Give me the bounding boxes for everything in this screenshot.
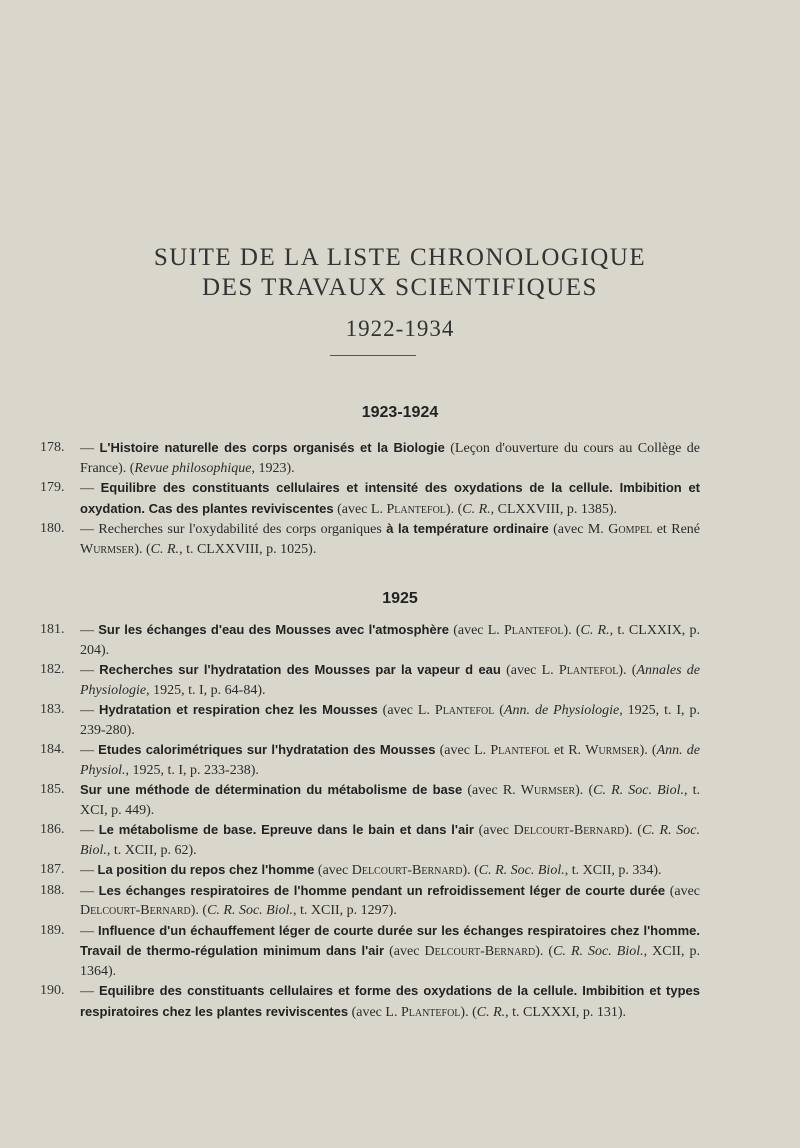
entry-journal: C. R. — [476, 1004, 506, 1020]
entry-journal: Ann. de Physiologie — [503, 703, 620, 718]
entry-fragment: ). ( — [134, 541, 151, 557]
entry-fragment: — — [80, 863, 98, 878]
entry-text — [80, 519, 700, 559]
entry-author: Plantefol — [558, 663, 619, 678]
entry-fragment: , t. CLXXIX, p. 204). — [80, 623, 701, 658]
entry-text — [80, 921, 700, 982]
entry-title: Equilibre des constituants cellulaires et forme des oxydations de la cellule. Imbibition et types respiratoires chez les plantes reviviscentes — [80, 983, 701, 1019]
entry-text — [80, 660, 700, 700]
page-header — [0, 243, 800, 343]
entry-journal: C. R. Soc. Biol. — [207, 903, 293, 918]
entry-journal: Ann. de Physiol. — [80, 743, 701, 778]
entry-title: Etudes calorimétriques sur l'hydratation des Mousses — [98, 742, 436, 757]
entry-author: Plantefol — [386, 501, 446, 517]
entries-1923-1924 — [40, 438, 700, 559]
entry-fragment: — Recherches sur l'oxydabilité des corps organiques — [80, 522, 387, 537]
bibliography-entry — [40, 881, 700, 921]
entry-text — [80, 740, 700, 780]
entry-fragment: (avec L. — [333, 501, 387, 517]
entry-fragment: , 1925, t. I, p. 64-84). — [146, 682, 266, 698]
bibliography-entry — [40, 519, 700, 559]
entry-journal: Revue philosophique — [134, 460, 252, 476]
entry-title: La position du repos chez l'homme — [97, 862, 315, 877]
bibliography-entry — [40, 740, 700, 780]
entry-title: Recherches sur l'hydratation des Mousses par la vapeur d eau — [99, 662, 501, 677]
entry-fragment: (avec — [665, 883, 701, 899]
entry-fragment: , XCII, p. 1364). — [80, 944, 700, 979]
entry-title: à la température ordinaire — [386, 521, 549, 536]
entry-number: 190. — [40, 983, 65, 998]
entry-fragment: , t. XCII, p. 62). — [106, 842, 197, 858]
entry-fragment: ). ( — [535, 944, 554, 959]
entry-author: Gompel — [608, 522, 653, 537]
entry-fragment: — — [80, 923, 99, 939]
entry-author: Delcourt-Bernard — [513, 823, 625, 838]
entry-text — [80, 620, 700, 660]
entry-number: 180. — [40, 521, 65, 536]
entry-title: L'Histoire naturelle des corps organisés et la Biologie — [99, 440, 445, 455]
entry-number: 188. — [40, 882, 65, 898]
entry-text — [80, 881, 700, 921]
bibliography-entry — [40, 780, 700, 820]
entry-fragment: et René — [652, 522, 700, 537]
bibliography-entry — [40, 981, 700, 1022]
bibliography-entry — [40, 620, 700, 660]
entry-fragment: (avec M. — [548, 522, 609, 537]
entry-number: 178. — [40, 440, 65, 455]
entry-number: 186. — [40, 822, 65, 837]
entry-fragment: ). ( — [445, 501, 463, 517]
bibliography-entry — [40, 700, 700, 740]
entry-number: 184. — [40, 742, 65, 757]
entry-fragment: — — [80, 984, 99, 999]
entry-fragment: ). ( — [575, 783, 594, 798]
entry-author: Plantefol — [490, 743, 550, 758]
entry-fragment: (avec L. — [348, 1004, 401, 1020]
entry-journal: C. R. — [150, 541, 180, 557]
header-title-line2: DES TRAVAUX SCIENTIFIQUES — [202, 274, 598, 301]
entry-journal: C. R. Soc. Biol. — [478, 863, 565, 878]
entry-fragment: — — [80, 623, 99, 638]
entry-number: 187. — [40, 862, 65, 877]
entry-fragment: — — [80, 823, 99, 838]
header-divider — [330, 355, 416, 356]
entry-journal: C. R. — [580, 623, 610, 638]
bibliography-entry — [40, 921, 700, 982]
entry-author: Plantefol — [504, 623, 564, 638]
entry-fragment: ). ( — [190, 903, 208, 918]
entry-title: Le métabolisme de base. Epreuve dans le bain et dans l'air — [98, 822, 474, 837]
entry-text — [80, 700, 700, 740]
entry-author: Plantefol — [434, 703, 495, 718]
entry-fragment: ). ( — [624, 823, 642, 838]
entry-number: 182. — [40, 662, 65, 677]
entry-fragment: , t. XCII, p. 334). — [564, 863, 662, 878]
entry-journal: C. R. — [462, 501, 491, 517]
entry-fragment: , t. CLXXXI, p. 131). — [505, 1004, 627, 1020]
entry-fragment: — — [80, 481, 101, 496]
entry-text — [80, 438, 700, 478]
bibliography-entry — [40, 660, 700, 700]
bibliography-entry — [40, 820, 700, 860]
section-title-1925: 1925 — [382, 590, 418, 607]
entry-fragment: , 1925, t. I, p. 233-238). — [125, 762, 259, 778]
bibliography-entry — [40, 860, 700, 881]
entry-fragment: ). ( — [618, 663, 637, 678]
entry-fragment: ). ( — [460, 1004, 477, 1020]
entry-fragment: ( — [494, 703, 504, 718]
entry-author: Wurmser — [80, 541, 135, 557]
entry-fragment: , 1923). — [251, 460, 295, 476]
entry-journal: Annales de Physiologie — [80, 663, 700, 698]
entry-fragment: (avec L. — [500, 663, 559, 678]
entry-fragment: — — [80, 663, 100, 678]
entry-author: Plantefol — [400, 1004, 461, 1020]
entry-fragment: , t. XCI, p. 449). — [80, 783, 700, 818]
entry-author: Wurmser — [585, 743, 640, 758]
entry-number: 189. — [40, 922, 65, 938]
entry-text — [80, 478, 700, 519]
entry-title: Les échanges respiratoires de l'homme pendant un refroidissement léger de courte durée — [98, 882, 666, 898]
entry-fragment: (avec — [314, 863, 352, 878]
entry-fragment: ). ( — [639, 743, 657, 758]
entry-text — [80, 981, 700, 1022]
entry-text — [80, 860, 700, 881]
entry-title: Sur les échanges d'eau des Mousses avec l'atmosphère — [98, 622, 449, 637]
entry-number: 185. — [40, 782, 65, 797]
entry-fragment: — — [80, 441, 100, 456]
header-years: 1922-1934 — [345, 316, 455, 341]
entry-text — [80, 820, 700, 860]
entry-fragment: (avec L. — [435, 743, 491, 758]
entry-text — [80, 780, 700, 820]
entry-fragment: — — [80, 883, 99, 899]
entry-fragment: , CLXXVIII, p. 1385). — [490, 501, 618, 517]
entry-fragment: ). ( — [563, 623, 581, 638]
entry-fragment: (avec L. — [449, 623, 504, 638]
entry-title: Influence d'un échauffement léger de courte durée sur les échanges respiratoires chez l'homme. Travail de thermo-régulation minimum dans l'air — [80, 922, 701, 958]
entry-journal: C. R. Soc. Biol. — [553, 944, 644, 959]
entry-fragment: et R. — [549, 743, 586, 758]
entry-fragment: , t. CLXXVIII, p. 1025). — [179, 541, 317, 557]
entry-journal: C. R. Soc. Biol. — [593, 783, 684, 798]
entry-title: Hydratation et respiration chez les Mousses — [98, 702, 378, 717]
entry-author: Delcourt-Bernard — [80, 903, 191, 918]
entry-author: Delcourt-Bernard — [424, 944, 536, 959]
entry-fragment: — — [80, 703, 99, 718]
section-title-1923-1924: 1923-1924 — [361, 404, 439, 421]
entry-title: Sur une méthode de détermination du métabolisme de base — [80, 782, 463, 797]
entry-fragment: , 1925, t. I, p. 239-280). — [80, 703, 700, 738]
entry-number: 181. — [40, 622, 65, 637]
entry-number: 179. — [40, 480, 65, 495]
bibliography-entry — [40, 478, 700, 519]
entry-fragment: (avec — [384, 944, 425, 959]
entry-fragment: (avec L. — [377, 703, 435, 718]
entry-author: Delcourt-Bernard — [351, 863, 463, 878]
entry-fragment: (avec R. — [462, 783, 521, 798]
entry-fragment: , t. XCII, p. 1297). — [293, 903, 397, 918]
entry-number: 183. — [40, 702, 65, 717]
entry-fragment: (avec — [473, 823, 514, 838]
entry-fragment: — — [80, 743, 99, 758]
entries-1925 — [40, 620, 700, 1022]
entry-title: Equilibre des constituants cellulaires et intensité des oxydations de la cellule. Imbibition et oxydation. Cas des plantes reviviscentes — [80, 480, 701, 516]
entry-journal: C. R. Soc. Biol. — [80, 823, 701, 858]
entry-fragment: (Leçon d'ouverture du cours au Collège de France). ( — [80, 441, 701, 476]
bibliography-entry — [40, 438, 700, 478]
entry-fragment: ). ( — [462, 863, 479, 878]
header-title-line1: SUITE DE LA LISTE CHRONOLOGIQUE — [153, 244, 647, 271]
entry-author: Wurmser — [520, 783, 576, 798]
